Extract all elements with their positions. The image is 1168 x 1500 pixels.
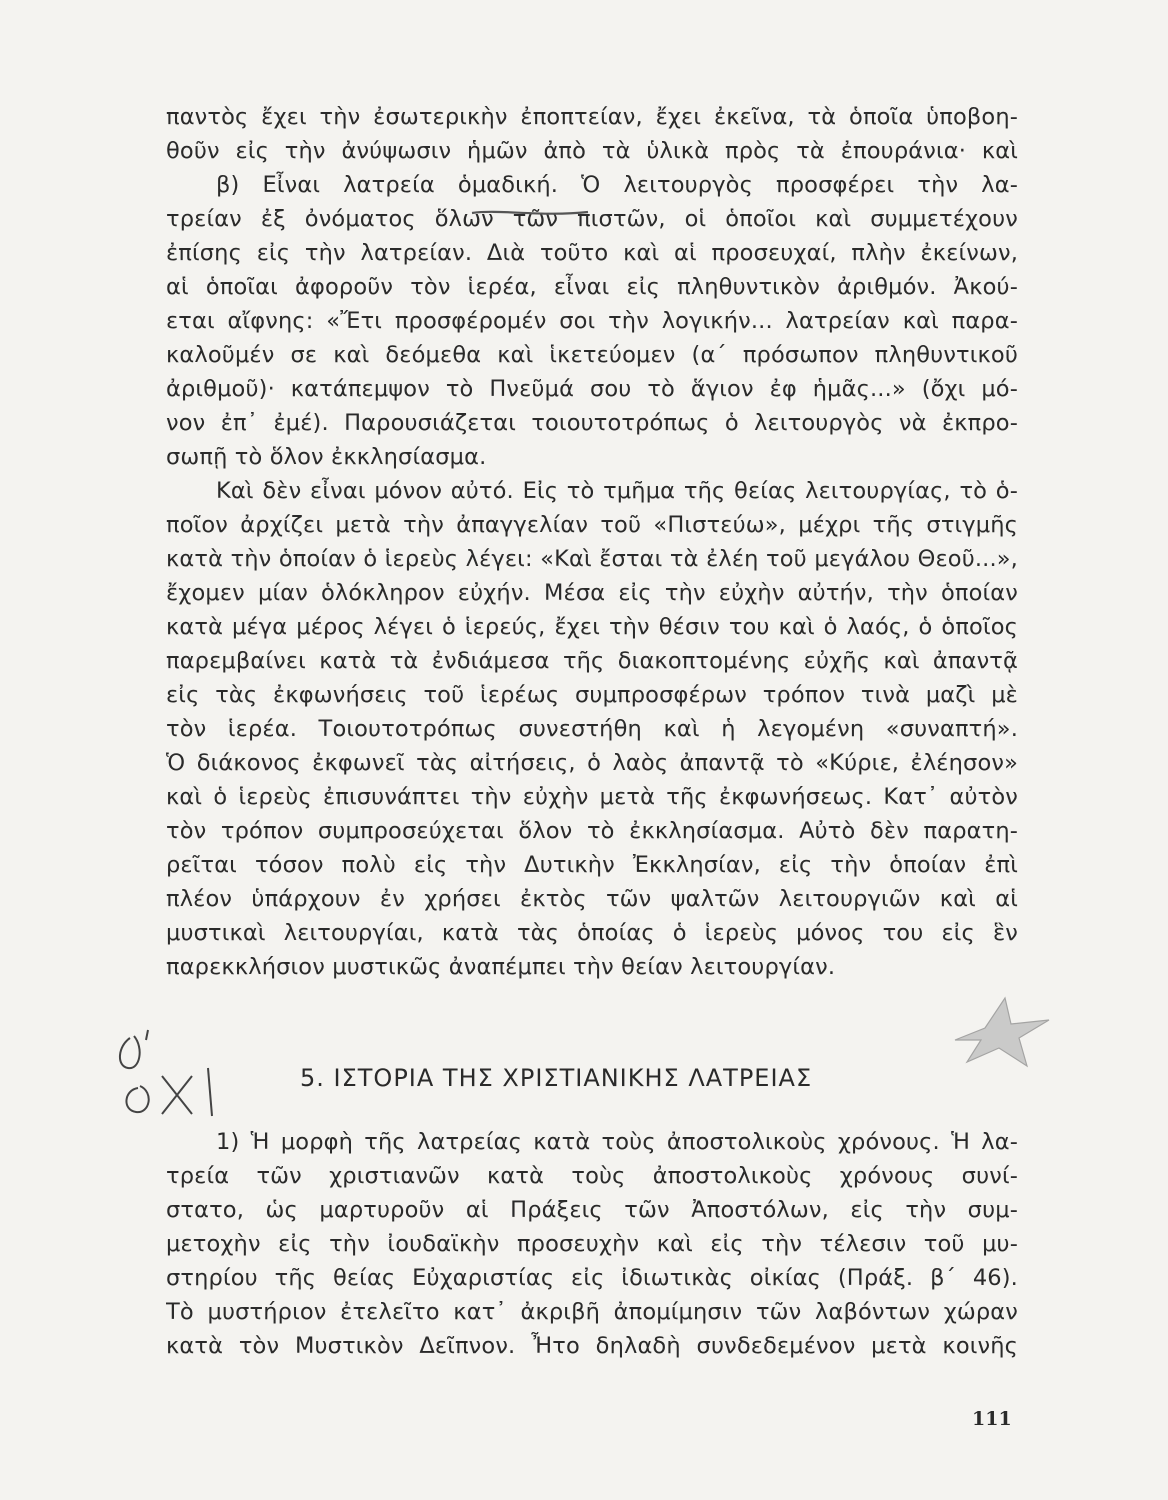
body-text-bottom [166, 1125, 1018, 1363]
text-line: β) Εἶναι λατρεία ὁμαδική. Ὁ λειτουργὸς προσφέρει τὴν λα- [216, 172, 1018, 198]
text-line: τὸν ἱερέα. Τοιουτοτρόπως συνεστήθη καὶ ἡ λεγομένη «συναπτή». [166, 716, 1018, 742]
text-line: ἀριθμοῦ)· κατάπεμψον τὸ Πνεῦμά σου τὸ ἅγιον ἐφ ἡμᾶς...» (ὄχι μό- [166, 376, 1018, 402]
text-line: ἔχομεν μίαν ὁλόκληρον εὐχήν. Μέσα εἰς τὴν εὐχὴν αὐτήν, τὴν ὁποίαν [166, 580, 1018, 606]
text-line: Τὸ μυστήριον ἐτελεῖτο κατ᾽ ἀκριβῆ ἀπομίμησιν τῶν λαβόντων χώραν [166, 1299, 1018, 1325]
body-text-top [166, 100, 1018, 984]
handwritten-scribble [100, 1018, 230, 1118]
text-line: τρείαν ἐξ ὀνόματος ὅλων τῶν πιστῶν, οἱ ὁποῖοι καὶ συμμετέχουν [166, 206, 1018, 232]
text-line: μετοχὴν εἰς τὴν ἰουδαϊκὴν προσευχὴν καὶ εἰς τὴν τέλεσιν τοῦ μυ- [166, 1231, 1018, 1257]
text-line: θοῦν εἰς τὴν ἀνύψωσιν ἡμῶν ἀπὸ τὰ ὑλικὰ πρὸς τὰ ἐπουράνια· καὶ [166, 138, 1018, 164]
text-line: τρεία τῶν χριστιανῶν κατὰ τοὺς ἀποστολικοὺς χρόνους συνί- [166, 1163, 1018, 1189]
text-line: παρεμβαίνει κατὰ τὰ ἐνδιάμεσα τῆς διακοπτομένης εὐχῆς καὶ ἀπαντᾷ [166, 648, 1018, 674]
text-line: σωπῇ τὸ ὅλον ἐκκλησίασμα. [166, 444, 487, 470]
text-line: στηρίου τῆς θείας Εὐχαριστίας εἰς ἰδιωτικὰς οἰκίας (Πράξ. β΄ 46). [166, 1265, 1018, 1291]
text-line: κατὰ τὴν ὁποίαν ὁ ἱερεὺς λέγει: «Καὶ ἔσται τὰ ἐλέη τοῦ μεγάλου Θεοῦ...», [166, 546, 1018, 572]
text-line: Ὁ διάκονος ἐκφωνεῖ τὰς αἰτήσεις, ὁ λαὸς ἀπαντᾷ τὸ «Κύριε, ἐλέησον» [166, 750, 1018, 776]
text-line: στατο, ὡς μαρτυροῦν αἱ Πράξεις τῶν Ἀποστόλων, εἰς τὴν συμ- [166, 1197, 1018, 1223]
text-line: παρεκκλήσιον μυστικῶς ἀναπέμπει τὴν θείαν λειτουργίαν. [166, 954, 836, 980]
text-line: εἰς τὰς ἐκφωνήσεις τοῦ ἱερέως συμπροσφέρων τρόπον τινὰ μαζὶ μὲ [166, 682, 1018, 708]
text-line: εται αἴφνης: «Ἔτι προσφέρομέν σοι τὴν λογικήν... λατρείαν καὶ παρα- [166, 308, 1018, 334]
text-line: ρεῖται τόσον πολὺ εἰς τὴν Δυτικὴν Ἐκκλησίαν, εἰς τὴν ὁποίαν ἐπὶ [166, 852, 1018, 878]
text-line: μυστικαὶ λειτουργίαι, κατὰ τὰς ὁποίας ὁ ἱερεὺς μόνος του εἰς ἓν [166, 920, 1018, 946]
text-line: τὸν τρόπον συμπροσεύχεται ὅλον τὸ ἐκκλησίασμα. Αὐτὸ δὲν παρατη- [166, 818, 1018, 844]
page-number: 111 [972, 1408, 1012, 1430]
text-line: αἱ ὁποῖαι ἀφοροῦν τὸν ἱερέα, εἶναι εἰς πληθυντικὸν ἀριθμόν. Ἀκού- [166, 274, 1018, 300]
text-line: ποῖον ἀρχίζει μετὰ τὴν ἀπαγγελίαν τοῦ «Πιστεύω», μέχρι τῆς στιγμῆς [166, 512, 1018, 538]
pencil-star-mark [945, 990, 1055, 1070]
text-line: καὶ ὁ ἱερεὺς ἐπισυνάπτει τὴν εὐχὴν μετὰ τῆς ἐκφωνήσεως. Κατ᾽ αὐτὸν [166, 784, 1018, 810]
pencil-underline [470, 207, 590, 219]
text-line: παντὸς ἔχει τὴν ἐσωτερικὴν ἐποπτείαν, ἔχει ἐκεῖνα, τὰ ὁποῖα ὑποβοη- [166, 104, 1018, 130]
text-line: Καὶ δὲν εἶναι μόνον αὐτό. Εἰς τὸ τμῆμα τῆς θείας λειτουργίας, τὸ ὁ- [216, 478, 1018, 504]
text-line: νον ἐπ᾽ ἐμέ). Παρουσιάζεται τοιουτοτρόπως ὁ λειτουργὸς νὰ ἐκπρο- [166, 410, 1018, 436]
text-line: κατὰ μέγα μέρος λέγει ὁ ἱερεύς, ἔχει τὴν θέσιν του καὶ ὁ λαός, ὁ ὁποῖος [166, 614, 1018, 640]
text-line: ἐπίσης εἰς τὴν λατρείαν. Διὰ τοῦτο καὶ αἱ προσευχαί, πλὴν ἐκείνων, [166, 240, 1018, 266]
text-line: πλέον ὑπάρχουν ἐν χρήσει ἐκτὸς τῶν ψαλτῶν λειτουργιῶν καὶ αἱ [166, 886, 1018, 912]
text-line: καλοῦμέν σε καὶ δεόμεθα καὶ ἱκετεύομεν (α΄ πρόσωπον πληθυντικοῦ [166, 342, 1018, 368]
text-line: 1) Ἡ μορφὴ τῆς λατρείας κατὰ τοὺς ἀποστολικοὺς χρόνους. Ἡ λα- [216, 1129, 1018, 1155]
handwritten-margin-note [100, 1018, 230, 1122]
text-line: κατὰ τὸν Μυστικὸν Δεῖπνον. Ἦτο δηλαδὴ συνδεδεμένον μετὰ κοινῆς [166, 1333, 1018, 1359]
section-heading: 5. ΙΣΤΟΡΙΑ ΤΗΣ ΧΡΙΣΤΙΑΝΙΚΗΣ ΛΑΤΡΕΙΑΣ [300, 1064, 813, 1092]
